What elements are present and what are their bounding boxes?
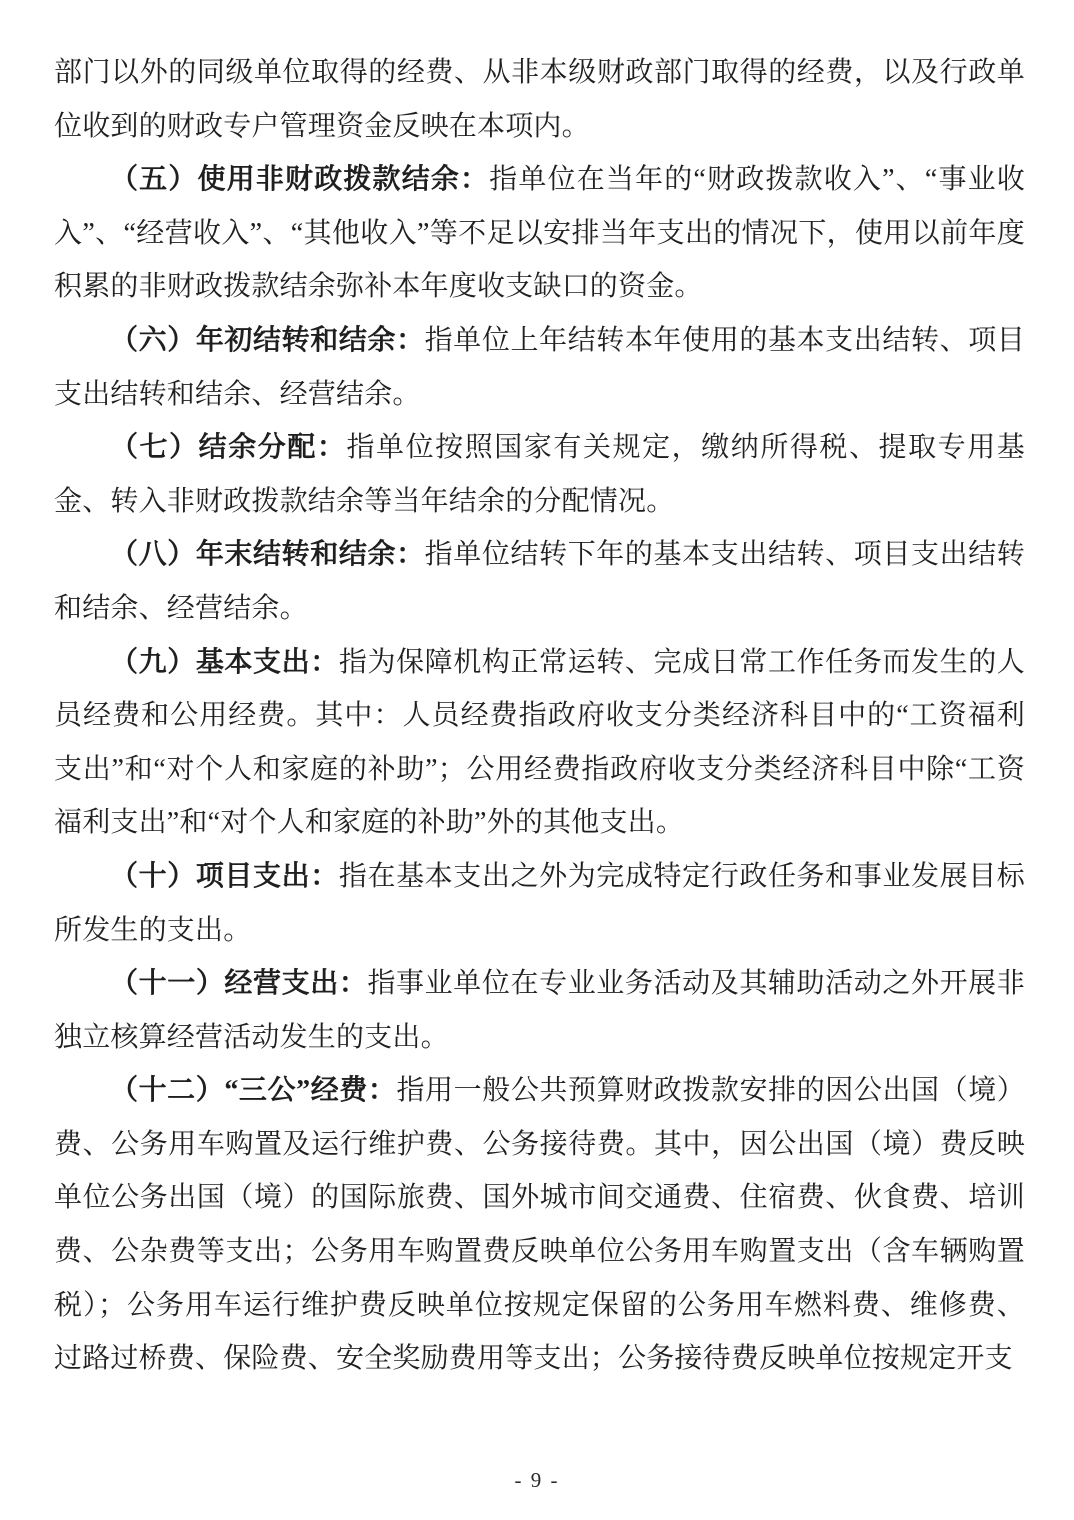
paragraph-heading: （十一）经营支出：: [110, 968, 368, 1000]
paragraph-heading: （十）项目支出：: [110, 860, 339, 892]
paragraph-item-10: [54, 850, 1025, 957]
paragraph-body: 指用一般公共预算财政拨款安排的因公出国（境）费、公务用车购置及运行维护费、公务接待费。其中，因公出国（境）费反映单位公务出国（境）的国际旅费、国外城市间交通费、住宿费、伙食费、培训费、公杂费等支出；公务用车购置费反映单位公务用车购置支出（含车辆购置税）；公务用车运行维护费反映单位按规定保留的公务用车燃料费、维修费、过路过桥费、保险费、安全奖励费用等支出；公务接待费反映单位按规定开支: [54, 1075, 1026, 1375]
paragraph-item-8: [54, 528, 1025, 635]
paragraph-body: 指事业单位在专业业务活动及其辅助活动之外开展非独立核算经营活动发生的支出。: [54, 968, 1025, 1053]
paragraph-heading: （九）基本支出：: [110, 646, 339, 678]
paragraph-heading: （八）年末结转和结余：: [110, 539, 425, 571]
paragraph-item-7: [54, 421, 1025, 528]
paragraph-continuation: [54, 46, 1025, 153]
page-content: [54, 46, 1025, 1386]
paragraph-body: 部门以外的同级单位取得的经费、从非本级财政部门取得的经费，以及行政单位收到的财政专户管理资金反映在本项内。: [54, 57, 1025, 142]
paragraph-item-6: [54, 314, 1025, 421]
paragraph-item-9: [54, 636, 1025, 850]
paragraph-body: 指在基本支出之外为完成特定行政任务和事业发展目标所发生的支出。: [54, 860, 1025, 946]
paragraph-heading: （六）年初结转和结余：: [110, 324, 425, 356]
paragraph-heading: （五）使用非财政拨款结余：: [110, 164, 490, 196]
paragraph-body: 指单位按照国家有关规定，缴纳所得税、提取专用基金、转入非财政拨款结余等当年结余的分配情况。: [54, 432, 1025, 517]
paragraph-heading: （七）结余分配：: [110, 432, 347, 464]
paragraph-body: 指为保障机构正常运转、完成日常工作任务而发生的人员经费和公用经费。其中：人员经费指政府收支分类经济科目中的“工资福利支出”和“对个人和家庭的补助”；公用经费指政府收支分类经济科目中除“工资福利支出”和“对个人和家庭的补助”外的其他支出。: [54, 646, 1025, 839]
page-number: - 9 -: [514, 1468, 560, 1492]
paragraph-item-5: [54, 153, 1025, 314]
paragraph-heading: （十二）“三公”经费：: [110, 1075, 397, 1107]
paragraph-body: 指单位上年结转本年使用的基本支出结转、项目支出结转和结余、经营结余。: [54, 324, 1025, 410]
paragraph-body: 指单位在当年的“财政拨款收入”、“事业收入”、“经营收入”、“其他收入”等不足以安排当年支出的情况下，使用以前年度积累的非财政拨款结余弥补本年度收支缺口的资金。: [54, 164, 1025, 303]
paragraph-item-11: [54, 957, 1025, 1064]
paragraph-body: 指单位结转下年的基本支出结转、项目支出结转和结余、经营结余。: [54, 539, 1025, 624]
paragraph-item-12: [54, 1064, 1025, 1386]
